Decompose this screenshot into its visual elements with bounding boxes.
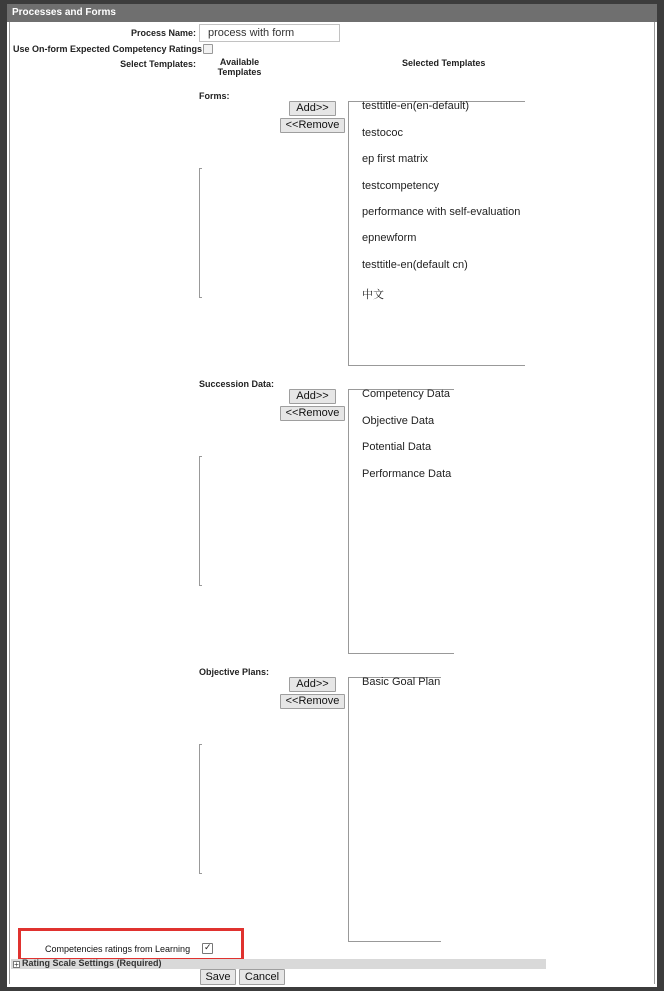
list-item[interactable]: ep first matrix [362,153,429,165]
save-button[interactable]: Save [200,969,236,985]
panel-body [9,22,655,984]
succession-selected-list[interactable] [348,389,454,654]
expand-icon[interactable]: + [14,960,19,969]
available-templates-header [217,57,262,77]
forms-remove-button[interactable]: <<Remove [280,118,345,133]
rating-scale-label: Rating Scale Settings (Required) [22,958,162,968]
process-name-input[interactable] [199,24,340,42]
list-item[interactable]: Competency Data [362,388,451,400]
available-header-line1: Available [219,57,260,67]
objective-selected-list[interactable] [348,677,441,942]
succession-available-list[interactable] [199,456,202,586]
cancel-button[interactable]: Cancel [239,969,285,985]
learning-ratings-label: Competencies ratings from Learning [45,944,191,954]
list-item[interactable]: testtitle-en(default cn) [362,259,468,271]
list-item[interactable]: testtitle-en(en-default) [362,100,469,112]
succession-add-button[interactable]: Add>> [289,389,336,404]
list-item[interactable]: testococ [362,127,403,139]
available-header-line2: Templates [217,67,262,77]
succession-data-label: Succession Data: [199,379,275,389]
select-templates-label: Select Templates: [120,59,196,69]
succession-remove-button[interactable]: <<Remove [280,406,345,421]
objective-remove-button[interactable]: <<Remove [280,694,345,709]
list-item[interactable]: 中文 [362,289,384,301]
forms-selected-list[interactable] [348,101,525,366]
list-item[interactable]: testcompetency [362,180,440,192]
highlight-box [18,928,244,961]
list-item[interactable]: Performance Data [362,468,452,480]
list-item[interactable]: Potential Data [362,441,432,453]
processes-and-forms-panel [7,4,657,987]
list-item[interactable]: Basic Goal Plan [362,676,441,688]
forms-available-list[interactable] [199,168,202,298]
process-name-label: Process Name: [130,28,196,38]
panel-title: Processes and Forms [7,4,657,22]
objective-available-list[interactable] [199,744,202,874]
objective-add-button[interactable]: Add>> [289,677,336,692]
selected-templates-header: Selected Templates [402,58,486,68]
forms-label: Forms: [199,91,230,101]
check-icon: ✓ [204,942,212,952]
forms-add-button[interactable]: Add>> [289,101,336,116]
list-item[interactable]: epnewform [362,232,417,244]
on-form-competency-checkbox[interactable] [203,44,213,54]
on-form-competency-label: Use On-form Expected Competency Ratings [13,44,203,54]
list-item[interactable]: performance with self-evaluation [362,206,521,218]
objective-plans-label: Objective Plans: [199,667,270,677]
list-item[interactable]: Objective Data [362,415,435,427]
